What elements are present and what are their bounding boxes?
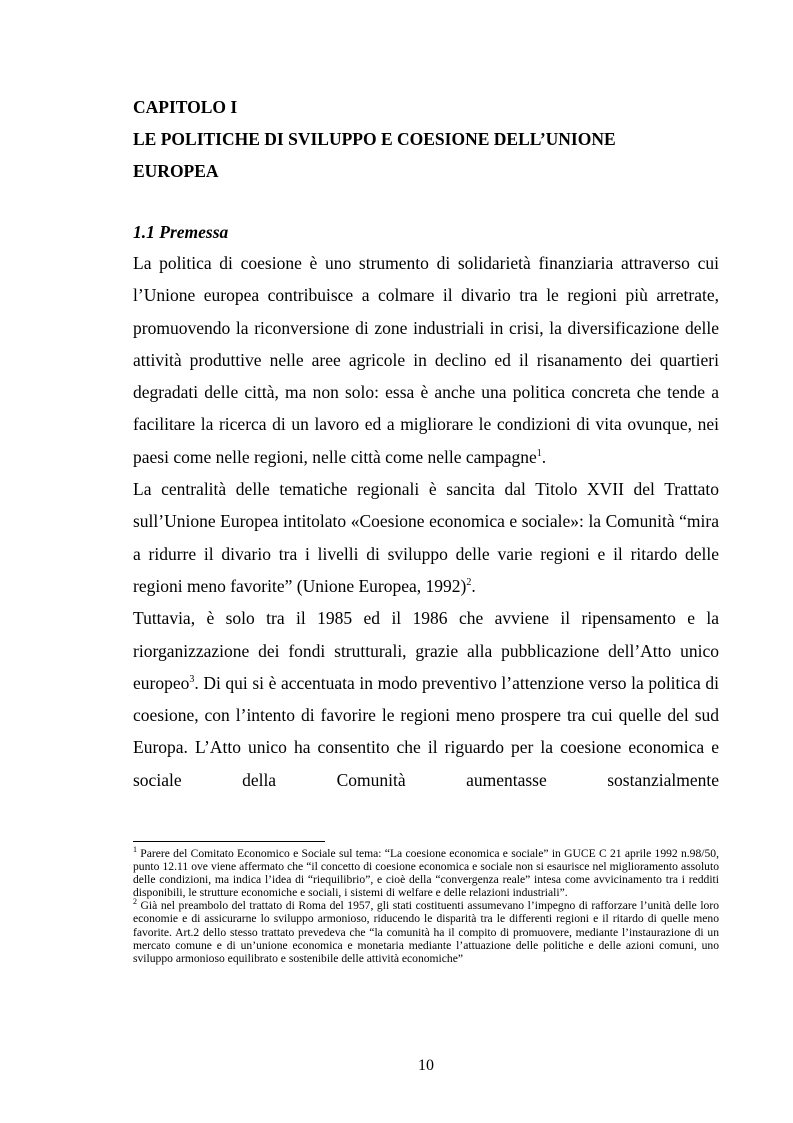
chapter-title-line-2: EUROPEA: [133, 161, 219, 181]
paragraph-2-end: .: [471, 575, 476, 596]
footnote-ref-1[interactable]: 1: [536, 447, 542, 459]
footnote-2-number: 2: [133, 897, 137, 907]
paragraph-3-text-b: . Di qui si è accentuata in modo preventivo l’attenzione verso la politica di coesione, con l’intento di favorire le regioni meno prospere tra cui quelle del sud Europa. L’Atto unico ha consentito che il riguardo per la coesione economica e sociale della Comunità aumentasse sostanzialmente: [133, 672, 719, 790]
paragraph-3: [133, 602, 719, 796]
paragraph-1: [133, 247, 719, 473]
chapter-title-line-1: LE POLITICHE DI SVILUPPO E COESIONE DELL’UNIONE: [133, 129, 616, 149]
footnote-2-text: Già nel preambolo del trattato di Roma del 1957, gli stati costituenti assumevano l’impegno di rafforzare l’unità delle loro economie e di assicurarne lo sviluppo armonioso, riducendo le disparità tra le differenti regioni e il ritardo di quelle meno favorite. Art.2 dello stesso trattato prevedeva che “la comunità ha il compito di promuovere, mediante l’instaurazione di un mercato comune e di un’unione economica e monetaria mediante l’attuazione delle politiche e delle azioni comuni, uno sviluppo armonioso equilibrato e sostenibile delle attività economiche”: [133, 899, 719, 965]
footnote-1-number: 1: [133, 845, 137, 855]
section-title: 1.1 Premessa: [133, 222, 229, 242]
footnote-2: [133, 899, 719, 964]
paragraph-3-text-a: Tuttavia, è solo tra il 1985 ed il 1986 che avviene il ripensamento e la riorganizzazione dei fondi strutturali, grazie alla pubblicazione dell’Atto unico europeo: [133, 608, 719, 693]
paragraph-1-end: .: [541, 446, 547, 467]
body-text: [133, 247, 719, 796]
footnotes: [133, 847, 719, 965]
footnote-1: [133, 847, 719, 899]
footnote-separator: [133, 841, 325, 842]
footnote-1-text: Parere del Comitato Economico e Sociale sul tema: “La coesione economica e sociale” in GUCE C 21 aprile 1992 n.98/50, punto 12.11 ove viene affermato che “il concetto di coesione economica e sociale non si esaurisce nel miglioramento assoluto delle condizioni, ma indica l’idea di “riequilibrio”, e cioè della “convergenza reale” intesa come avvicinamento tra i redditi disponibili, le strutture economiche e sociali, i sistemi di welfare e delle relazioni industriali”.: [133, 847, 719, 900]
footnote-ref-2[interactable]: 2: [466, 577, 472, 589]
chapter-heading: [133, 91, 719, 187]
paragraph-2-text: La centralità delle tematiche regionali è sancita dal Titolo XVII del Trattato sull’Unione Europea intitolato «Coesione economica e sociale»: la Comunità “mira a ridurre il divario tra i livelli di sviluppo delle varie regioni e il ritardo delle regioni meno favorite” (Unione Europea, 1992): [133, 479, 719, 596]
footnote-ref-3[interactable]: 3: [189, 674, 195, 686]
page-number: 10: [418, 1057, 434, 1074]
paragraph-2: [133, 473, 719, 602]
chapter-number: CAPITOLO I: [133, 97, 238, 117]
paragraph-1-text: La politica di coesione è uno strumento di solidarietà finanziaria attraverso cui l’Unione europea contribuisce a colmare il divario tra le regioni più arretrate, promuovendo la riconversione di zone industriali in crisi, la diversificazione delle attività produttive nelle aree agricole in declino ed il risanamento dei quartieri degradati delle città, ma non solo: essa è anche una politica concreta che tende a facilitare la ricerca di un lavoro ed a migliorare le condizioni di vita ovunque, nei paesi come nelle regioni, nelle città come nelle campagne: [133, 253, 719, 467]
